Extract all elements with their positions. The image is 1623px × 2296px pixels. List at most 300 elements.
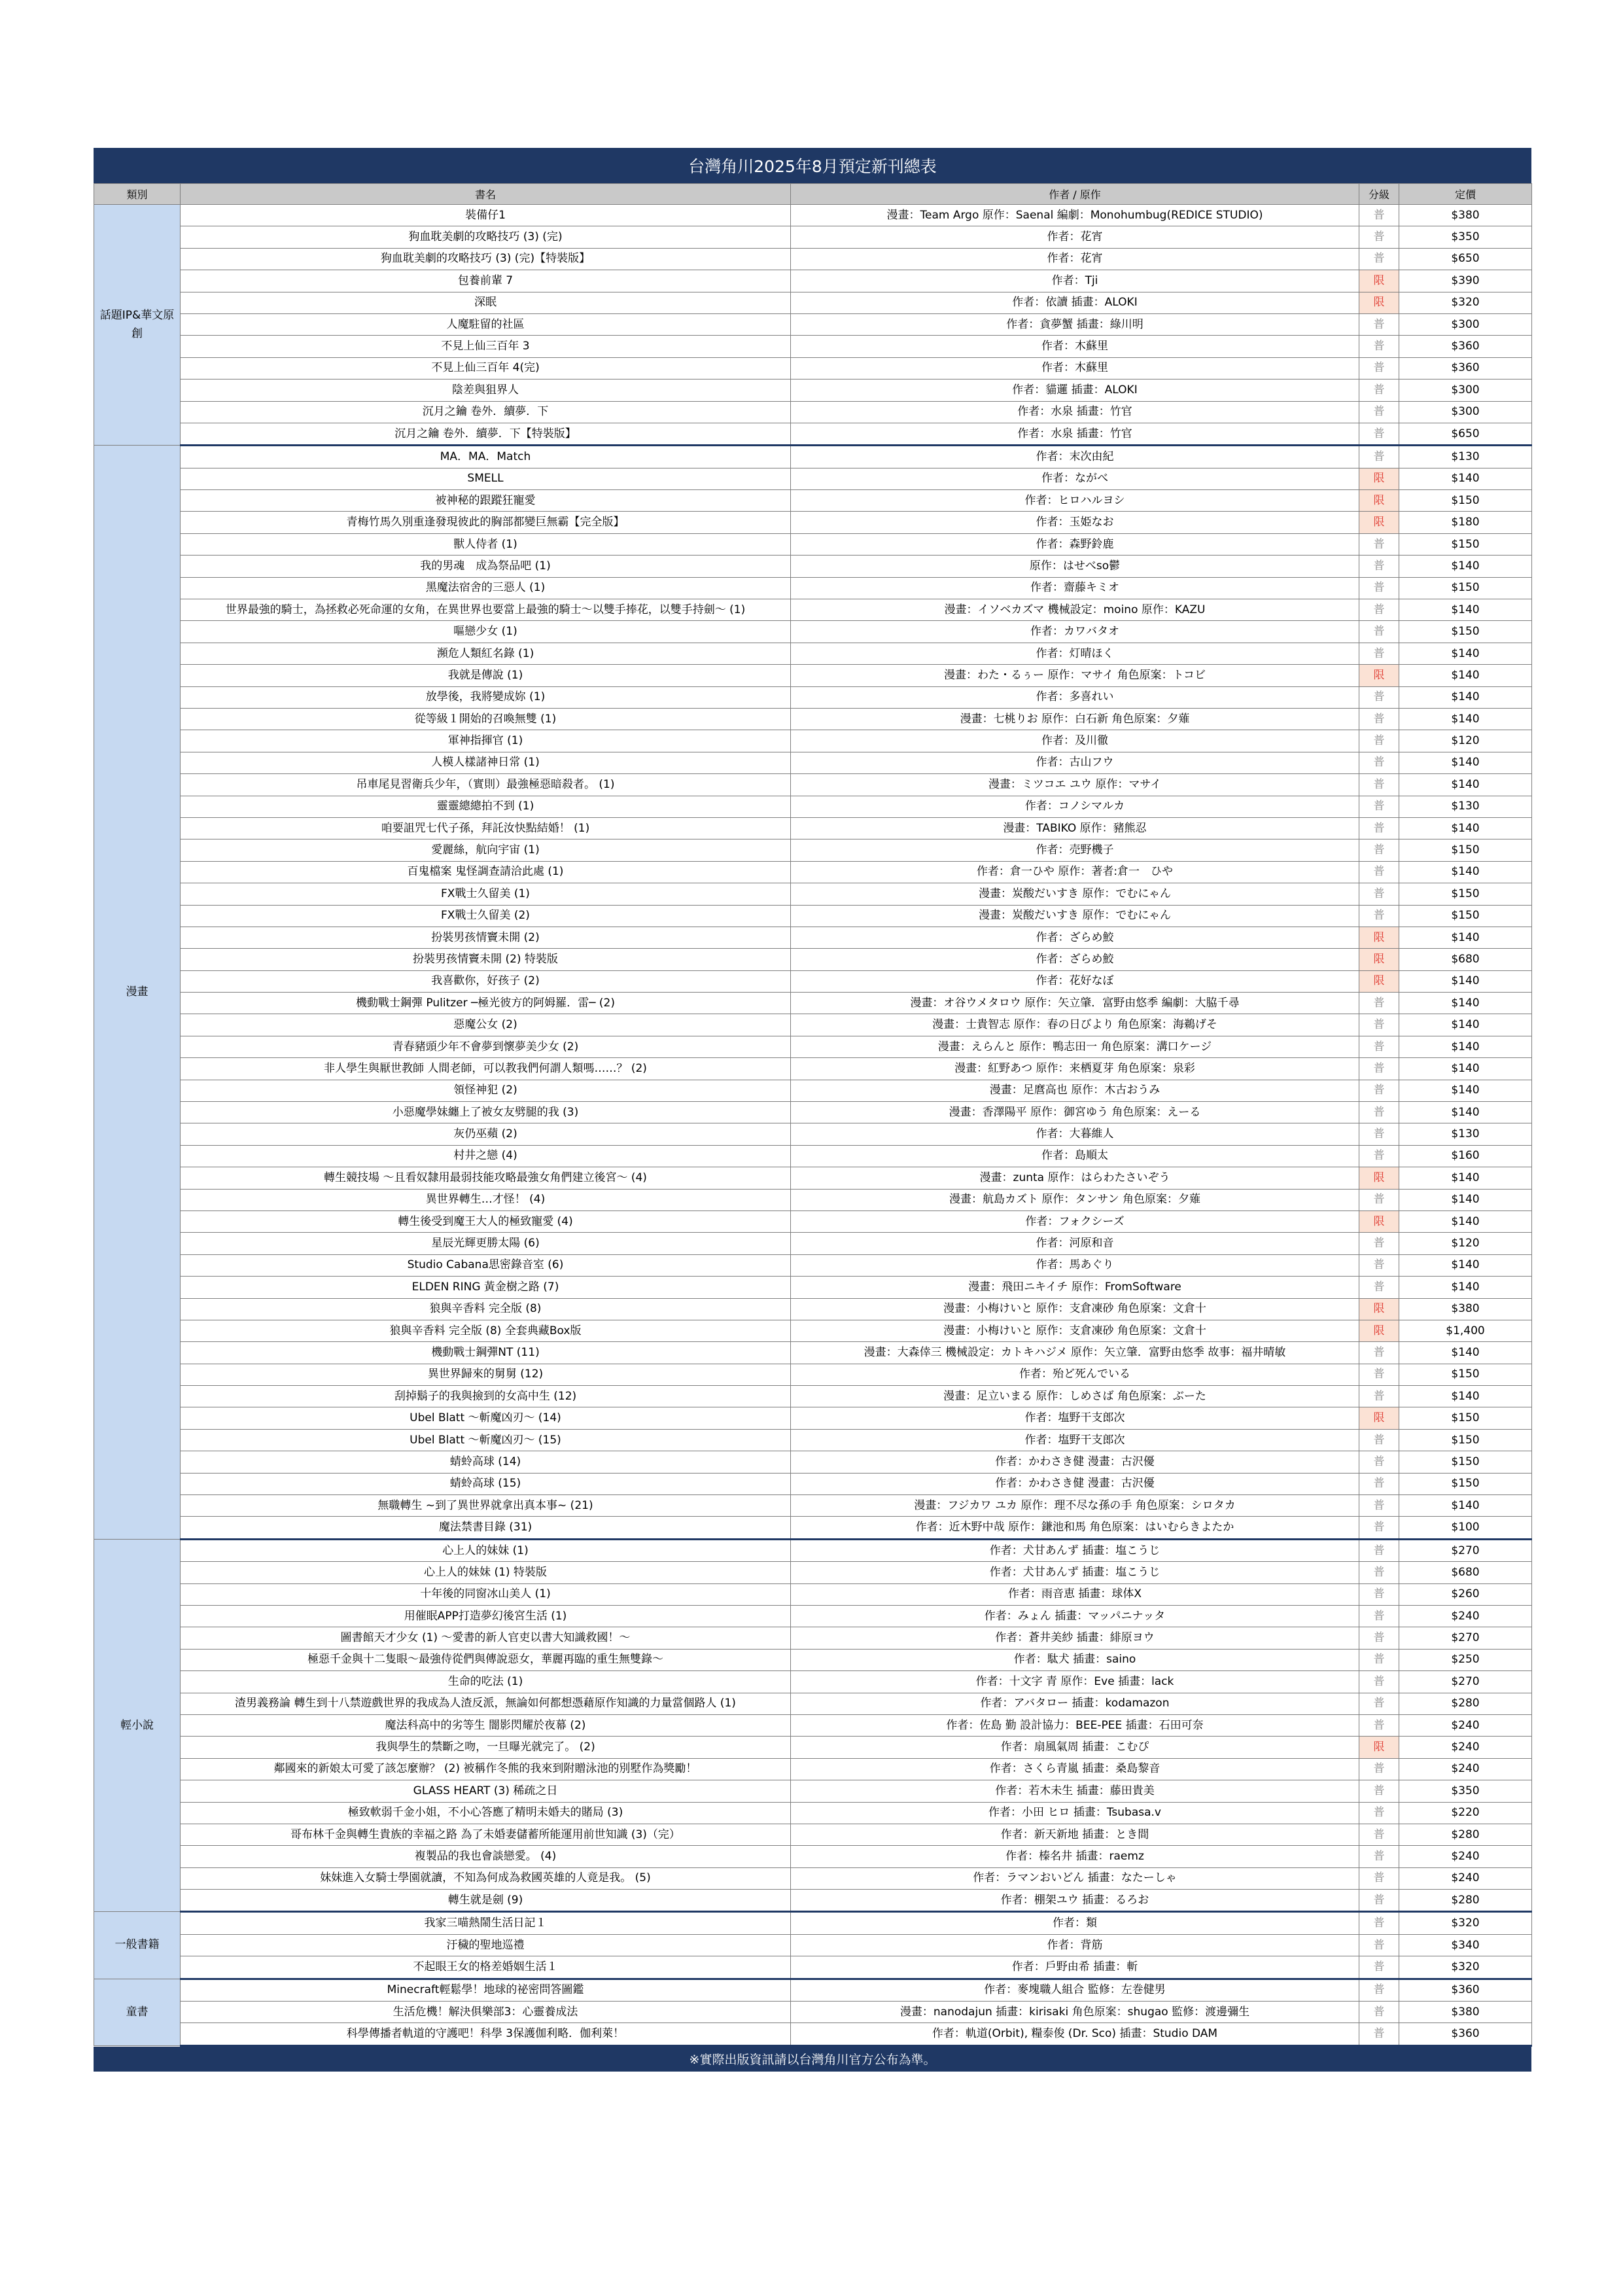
title-cell: 狗血耽美劇的攻略技巧 (3) (完) <box>181 226 791 248</box>
table-row <box>94 817 1532 839</box>
rating-cell: 限 <box>1359 270 1399 292</box>
title-cell: 生命的吃法 (1) <box>181 1671 791 1693</box>
author-cell: 作者：フォクシーズ <box>791 1210 1359 1232</box>
table-row <box>94 1912 1532 1934</box>
price-cell: $360 <box>1399 357 1532 379</box>
table-row <box>94 205 1532 226</box>
title-cell: 裝備仔1 <box>181 205 791 226</box>
rating-cell: 普 <box>1359 839 1399 861</box>
author-cell: 作者：犬甘あんず 插畫：塩こうじ <box>791 1539 1359 1561</box>
table-row <box>94 774 1532 796</box>
title-cell: Ubel Blatt ～斬魔凶刃～ (15) <box>181 1429 791 1451</box>
title-cell: 機動戰士鋼彈 Pulitzer ─極光彼方的阿姆羅．雷─ (2) <box>181 993 791 1014</box>
table-row <box>94 1562 1532 1583</box>
table-row <box>94 665 1532 686</box>
rating-cell: 普 <box>1359 1386 1399 1407</box>
title-cell: 沉月之鑰 卷外．續夢．下【特裝版】 <box>181 423 791 445</box>
author-cell: 作者：殆ど死んでいる <box>791 1364 1359 1385</box>
rating-cell: 普 <box>1359 1342 1399 1364</box>
title-cell: 科學傳播者軌道的守護吧！科學 3保護伽利略．伽利萊！ <box>181 2023 791 2045</box>
rating-cell: 限 <box>1359 490 1399 512</box>
rating-cell: 普 <box>1359 905 1399 927</box>
author-cell: 作者：齋藤キミオ <box>791 577 1359 599</box>
title-cell: 黑魔法宿舍的三惡人 (1) <box>181 577 791 599</box>
price-cell: $150 <box>1399 839 1532 861</box>
title-cell: 靈靈總總拍不到 (1) <box>181 796 791 817</box>
table-row <box>94 1824 1532 1845</box>
author-cell: 漫畫：足麿高也 原作：木古おうみ <box>791 1080 1359 1101</box>
price-cell: $150 <box>1399 533 1532 555</box>
header-row <box>94 184 1532 205</box>
title-cell: Ubel Blatt ～斬魔凶刃～ (14) <box>181 1407 791 1429</box>
title-cell: 青梅竹馬久別重逢發現彼此的胸部都變巨無霸【完全版】 <box>181 512 791 533</box>
title-cell: 軍神指揮官 (1) <box>181 730 791 752</box>
price-cell: $140 <box>1399 686 1532 708</box>
category-cell: 童書 <box>94 1979 181 2045</box>
rating-cell: 普 <box>1359 446 1399 468</box>
rating-cell: 普 <box>1359 1189 1399 1210</box>
rating-cell: 普 <box>1359 599 1399 621</box>
title-cell: 扮裝男孩情竇未開 (2) <box>181 927 791 948</box>
author-cell: 作者：木蘇里 <box>791 336 1359 357</box>
table-row <box>94 1080 1532 1101</box>
table-row <box>94 1123 1532 1145</box>
author-cell: 作者：棚架ユウ 插畫：るろお <box>791 1890 1359 1912</box>
title-cell: FX戰士久留美 (1) <box>181 883 791 905</box>
rating-cell: 普 <box>1359 1058 1399 1080</box>
author-cell: 作者：コノシマルカ <box>791 796 1359 817</box>
table-row <box>94 686 1532 708</box>
title-cell: 惡魔公女 (2) <box>181 1014 791 1036</box>
title-cell: GLASS HEART (3) 稀疏之日 <box>181 1780 791 1802</box>
title-cell: 轉生後受到魔王大人的極致寵愛 (4) <box>181 1210 791 1232</box>
author-cell: 漫畫：炭酸だいすき 原作：でむにゃん <box>791 883 1359 905</box>
rating-cell: 普 <box>1359 1014 1399 1036</box>
price-cell: $140 <box>1399 665 1532 686</box>
price-cell: $150 <box>1399 1364 1532 1385</box>
title-cell: 魔法科高中的劣等生 闇影閃耀於夜幕 (2) <box>181 1714 791 1736</box>
table-row <box>94 993 1532 1014</box>
rating-cell: 普 <box>1359 1102 1399 1123</box>
title-cell: 妹妹進入女騎士學園就讀，不知為何成為救國英雄的人竟是我。 (5) <box>181 1867 791 1889</box>
author-cell: 作者：みょん 插畫：マッパニナッタ <box>791 1606 1359 1627</box>
table-row <box>94 621 1532 643</box>
price-cell: $140 <box>1399 1167 1532 1189</box>
price-cell: $140 <box>1399 1102 1532 1123</box>
rating-cell: 普 <box>1359 380 1399 401</box>
price-cell: $140 <box>1399 1495 1532 1517</box>
price-cell: $140 <box>1399 1210 1532 1232</box>
author-cell: 漫畫：大森倖三 機械設定：カトキハジメ 原作：矢立肇．富野由悠季 故事：福井晴敏 <box>791 1342 1359 1364</box>
author-cell: 作者：大暮維人 <box>791 1123 1359 1145</box>
author-cell: 作者：水泉 插畫：竹官 <box>791 423 1359 445</box>
author-cell: 漫畫：フジカワ ユカ 原作：理不尽な孫の手 角色原案：シロタカ <box>791 1495 1359 1517</box>
table-row <box>94 1386 1532 1407</box>
price-cell: $320 <box>1399 292 1532 313</box>
price-cell: $360 <box>1399 2023 1532 2045</box>
title-cell: 不見上仙三百年 4(完) <box>181 357 791 379</box>
price-cell: $140 <box>1399 643 1532 664</box>
author-cell: 作者：ながべ <box>791 468 1359 489</box>
author-cell: 作者：ラマンおいどん 插畫：なたーしゃ <box>791 1867 1359 1889</box>
price-cell: $680 <box>1399 949 1532 970</box>
category-cell: 話題IP&華文原創 <box>94 205 181 446</box>
rating-cell: 普 <box>1359 205 1399 226</box>
rating-cell: 普 <box>1359 1451 1399 1473</box>
price-cell: $130 <box>1399 796 1532 817</box>
table-row <box>94 380 1532 401</box>
author-cell: 作者：ヒロハルヨシ <box>791 490 1359 512</box>
author-cell: 作者：近木野中哉 原作：鎌池和馬 角色原案：はいむらきよたか <box>791 1517 1359 1539</box>
price-cell: $240 <box>1399 1758 1532 1780</box>
author-cell: 作者：雨音恵 插畫：球体X <box>791 1583 1359 1605</box>
price-cell: $280 <box>1399 1693 1532 1714</box>
price-cell: $350 <box>1399 226 1532 248</box>
table-row <box>94 599 1532 621</box>
title-cell: 我就是傳說 (1) <box>181 665 791 686</box>
rating-cell: 普 <box>1359 1934 1399 1956</box>
price-cell: $140 <box>1399 861 1532 883</box>
table-row <box>94 577 1532 599</box>
title-cell: 被神秘的跟蹤狂寵愛 <box>181 490 791 512</box>
table-row <box>94 1342 1532 1364</box>
rating-cell: 限 <box>1359 927 1399 948</box>
rating-cell: 普 <box>1359 1846 1399 1867</box>
release-table <box>94 183 1532 2047</box>
price-cell: $240 <box>1399 1846 1532 1867</box>
rating-cell: 普 <box>1359 1473 1399 1494</box>
price-cell: $150 <box>1399 905 1532 927</box>
author-cell: 漫畫：炭酸だいすき 原作：でむにゃん <box>791 905 1359 927</box>
table-row <box>94 643 1532 664</box>
price-cell: $140 <box>1399 1254 1532 1276</box>
price-cell: $270 <box>1399 1671 1532 1693</box>
author-cell: 作者：かわさき健 漫畫：古沢優 <box>791 1451 1359 1473</box>
title-cell: 心上人的妹妹 (1) 特裝版 <box>181 1562 791 1583</box>
author-cell: 作者：塩野干支郎次 <box>791 1429 1359 1451</box>
title-cell: ELDEN RING 黃金樹之路 (7) <box>181 1277 791 1298</box>
title-cell: Minecraft輕鬆學！地球的祕密問答圖鑑 <box>181 1979 791 2001</box>
price-cell: $150 <box>1399 621 1532 643</box>
table-row <box>94 1846 1532 1867</box>
price-cell: $220 <box>1399 1802 1532 1824</box>
author-cell: 作者：河原和音 <box>791 1233 1359 1254</box>
rating-cell: 普 <box>1359 1649 1399 1670</box>
price-cell: $100 <box>1399 1517 1532 1539</box>
price-cell: $360 <box>1399 336 1532 357</box>
author-cell: 作者：佐島 勤 設計協力：BEE-PEE 插畫：石田可奈 <box>791 1714 1359 1736</box>
price-cell: $300 <box>1399 401 1532 423</box>
table-row <box>94 446 1532 468</box>
author-cell: 漫畫：えらんと 原作：鴨志田一 角色原案：溝口ケージ <box>791 1036 1359 1057</box>
table-row <box>94 1714 1532 1736</box>
author-cell: 漫畫：zunta 原作：はらわたさいぞう <box>791 1167 1359 1189</box>
table-row <box>94 226 1532 248</box>
title-cell: 深眠 <box>181 292 791 313</box>
title-cell: 村井之戀 (4) <box>181 1145 791 1167</box>
price-cell: $380 <box>1399 1298 1532 1320</box>
rating-cell: 普 <box>1359 1627 1399 1649</box>
author-cell: 作者：灯晴ほく <box>791 643 1359 664</box>
table-row <box>94 730 1532 752</box>
author-cell: 作者：島順太 <box>791 1145 1359 1167</box>
table-row <box>94 1407 1532 1429</box>
author-cell: 作者：犬甘あんず 插畫：塩こうじ <box>791 1562 1359 1583</box>
rating-cell: 普 <box>1359 533 1399 555</box>
price-cell: $380 <box>1399 205 1532 226</box>
price-cell: $140 <box>1399 1342 1532 1364</box>
price-cell: $140 <box>1399 927 1532 948</box>
table-row <box>94 512 1532 533</box>
rating-cell: 普 <box>1359 1956 1399 1979</box>
rating-cell: 普 <box>1359 313 1399 335</box>
table-row <box>94 1364 1532 1385</box>
title-cell: 轉生競技場 ～且看奴隸用最弱技能攻略最強女角們建立後宮～ (4) <box>181 1167 791 1189</box>
author-cell: 作者：Tji <box>791 270 1359 292</box>
table-row <box>94 2023 1532 2045</box>
author-cell: 漫畫：オ谷ウメタロウ 原作：矢立肇．富野由悠季 編劇：大脇千尋 <box>791 993 1359 1014</box>
price-cell: $140 <box>1399 468 1532 489</box>
rating-cell: 限 <box>1359 1167 1399 1189</box>
rating-cell: 普 <box>1359 2002 1399 2023</box>
table-row <box>94 796 1532 817</box>
price-cell: $270 <box>1399 1539 1532 1561</box>
title-cell: 星辰光輝更勝太陽 (6) <box>181 1233 791 1254</box>
title-cell: 圖書館天才少女 (1) ～愛書的新人官吏以書大知識救國！～ <box>181 1627 791 1649</box>
price-cell: $150 <box>1399 1407 1532 1429</box>
rating-cell: 普 <box>1359 1539 1399 1561</box>
author-cell: 作者：さくら青嵐 插畫：桑島黎音 <box>791 1758 1359 1780</box>
rating-cell: 普 <box>1359 1233 1399 1254</box>
author-cell: 作者：水泉 插畫：竹官 <box>791 401 1359 423</box>
price-cell: $120 <box>1399 730 1532 752</box>
rating-cell: 普 <box>1359 817 1399 839</box>
table-row <box>94 423 1532 445</box>
author-cell: 作者：駄犬 插畫：saino <box>791 1649 1359 1670</box>
table-row <box>94 1649 1532 1670</box>
price-cell: $390 <box>1399 270 1532 292</box>
price-cell: $340 <box>1399 1934 1532 1956</box>
author-cell: 漫畫：士貴智志 原作：春の日びより 角色原案：海鵜げそ <box>791 1014 1359 1036</box>
author-cell: 作者：馬あぐり <box>791 1254 1359 1276</box>
table-row <box>94 949 1532 970</box>
table-row <box>94 1693 1532 1714</box>
author-cell: 作者：十文字 青 原作：Eve 插畫：lack <box>791 1671 1359 1693</box>
rating-cell: 普 <box>1359 643 1399 664</box>
footer-note: ※實際出版資訊請以台灣角川官方公布為準。 <box>94 2047 1531 2072</box>
title-cell: 我的男魂 成為祭品吧 (1) <box>181 556 791 577</box>
rating-cell: 普 <box>1359 577 1399 599</box>
table-row <box>94 1956 1532 1979</box>
author-cell: 作者：花宵 <box>791 248 1359 270</box>
title-cell: 咱要詛咒七代子孫，拜託汝快點結婚！ (1) <box>181 817 791 839</box>
price-cell: $300 <box>1399 313 1532 335</box>
price-cell: $140 <box>1399 752 1532 773</box>
table-row <box>94 905 1532 927</box>
rating-cell: 普 <box>1359 752 1399 773</box>
rating-cell: 普 <box>1359 556 1399 577</box>
rating-cell: 普 <box>1359 861 1399 883</box>
rating-cell: 普 <box>1359 226 1399 248</box>
rating-cell: 普 <box>1359 248 1399 270</box>
author-cell: 漫畫：ミツコエ ユウ 原作：マサイ <box>791 774 1359 796</box>
title-cell: 汙穢的聖地巡禮 <box>181 1934 791 1956</box>
table-row <box>94 1189 1532 1210</box>
table-row <box>94 1102 1532 1123</box>
table-row <box>94 336 1532 357</box>
title-cell: 小惡魔學妹纏上了被女友劈腿的我 (3) <box>181 1102 791 1123</box>
table-row <box>94 401 1532 423</box>
price-cell: $350 <box>1399 1780 1532 1802</box>
price-cell: $180 <box>1399 512 1532 533</box>
author-cell: 作者：塩野干支郎次 <box>791 1407 1359 1429</box>
title-cell: 極惡千金與十二隻眼～最強侍從們與傳說惡女，華麗再臨的重生無雙錄～ <box>181 1649 791 1670</box>
title-cell: 人魔駐留的社區 <box>181 313 791 335</box>
title-cell: 沉月之鑰 卷外．續夢．下 <box>181 401 791 423</box>
table-row <box>94 1780 1532 1802</box>
price-cell: $150 <box>1399 1451 1532 1473</box>
title-cell: 青春豬頭少年不會夢到懷夢美少女 (2) <box>181 1036 791 1057</box>
rating-cell: 普 <box>1359 1254 1399 1276</box>
title-cell: 渣男義務論 轉生到十八禁遊戲世界的我成為人渣反派，無論如何都想憑藉原作知識的力量當個路人 (1) <box>181 1693 791 1714</box>
title-cell: 世界最強的騎士，為拯救必死命運的女角，在異世界也要當上最強的騎士～以雙手捧花，以雙手持劍～ (1) <box>181 599 791 621</box>
rating-cell: 普 <box>1359 1364 1399 1385</box>
table-row <box>94 1320 1532 1341</box>
table-row <box>94 1298 1532 1320</box>
table-header <box>94 184 1532 205</box>
price-cell: $140 <box>1399 993 1532 1014</box>
author-cell: 作者：貓邏 插畫：ALOKI <box>791 380 1359 401</box>
price-cell: $140 <box>1399 556 1532 577</box>
price-cell: $150 <box>1399 883 1532 905</box>
title-cell: 放學後，我將變成妳 (1) <box>181 686 791 708</box>
table-row <box>94 752 1532 773</box>
price-cell: $140 <box>1399 708 1532 730</box>
title-cell: 用催眠APP打造夢幻後宮生活 (1) <box>181 1606 791 1627</box>
price-cell: $140 <box>1399 599 1532 621</box>
rating-cell: 普 <box>1359 1693 1399 1714</box>
author-cell: 漫畫：足立いまる 原作：しめさば 角色原案：ぶーた <box>791 1386 1359 1407</box>
author-cell: 作者：倉一ひや 原作：著者:倉一 ひや <box>791 861 1359 883</box>
title-cell: 陰差與狙界人 <box>181 380 791 401</box>
rating-cell: 普 <box>1359 774 1399 796</box>
rating-cell: 限 <box>1359 949 1399 970</box>
price-cell: $140 <box>1399 1014 1532 1036</box>
table-row <box>94 1979 1532 2001</box>
price-cell: $150 <box>1399 1429 1532 1451</box>
author-cell: 作者：小田 ヒロ 插畫：Tsubasa.v <box>791 1802 1359 1824</box>
rating-cell: 普 <box>1359 1714 1399 1736</box>
author-cell: 作者：軌道(Orbit), 糧泰俊 (Dr. Sco) 插畫：Studio DAM <box>791 2023 1359 2045</box>
author-cell: 作者：新天新地 插畫：とき間 <box>791 1824 1359 1845</box>
rating-cell: 普 <box>1359 423 1399 445</box>
table-row <box>94 1473 1532 1494</box>
table-row <box>94 1758 1532 1780</box>
title-cell: 心上人的妹妹 (1) <box>181 1539 791 1561</box>
table-row <box>94 313 1532 335</box>
title-cell: MA．MA．Match <box>181 446 791 468</box>
rating-cell: 普 <box>1359 1583 1399 1605</box>
table-row <box>94 970 1532 992</box>
title-cell: 蜻蛉高球 (15) <box>181 1473 791 1494</box>
price-cell: $680 <box>1399 1562 1532 1583</box>
rating-cell: 普 <box>1359 1429 1399 1451</box>
title-cell: 極致軟弱千金小姐，不小心答應了精明未婚夫的賭局 (3) <box>181 1802 791 1824</box>
table-row <box>94 927 1532 948</box>
price-cell: $260 <box>1399 1583 1532 1605</box>
author-cell: 作者：玉姫なお <box>791 512 1359 533</box>
table-row <box>94 883 1532 905</box>
table-row <box>94 1233 1532 1254</box>
table-row <box>94 1036 1532 1057</box>
price-cell: $250 <box>1399 1649 1532 1670</box>
rating-cell: 普 <box>1359 1671 1399 1693</box>
rating-cell: 普 <box>1359 401 1399 423</box>
rating-cell: 普 <box>1359 796 1399 817</box>
title-cell: 不見上仙三百年 3 <box>181 336 791 357</box>
table-row <box>94 468 1532 489</box>
title-cell: 生活危機！解決俱樂部3：心靈養成法 <box>181 2002 791 2023</box>
table-row <box>94 1934 1532 1956</box>
rating-cell: 普 <box>1359 1517 1399 1539</box>
author-cell: 作者：花宵 <box>791 226 1359 248</box>
author-cell: 漫畫：わた・るぅー 原作：マサイ 角色原案：トコビ <box>791 665 1359 686</box>
price-cell: $140 <box>1399 970 1532 992</box>
price-cell: $140 <box>1399 1386 1532 1407</box>
rating-cell: 普 <box>1359 883 1399 905</box>
author-cell: 漫畫：TABIKO 原作：豬熊忍 <box>791 817 1359 839</box>
price-cell: $120 <box>1399 1233 1532 1254</box>
rating-cell: 普 <box>1359 621 1399 643</box>
title-cell: 領怪神犯 (2) <box>181 1080 791 1101</box>
rating-cell: 普 <box>1359 1495 1399 1517</box>
table-body <box>94 205 1532 2046</box>
author-cell: 作者：カワバタオ <box>791 621 1359 643</box>
author-cell: 作者：かわさき健 漫畫：古沢優 <box>791 1473 1359 1494</box>
table-row <box>94 1451 1532 1473</box>
author-cell: 漫畫：紅野あつ 原作：来栖夏芽 角色原案：泉彩 <box>791 1058 1359 1080</box>
author-cell: 作者：売野機子 <box>791 839 1359 861</box>
author-cell: 作者：多喜れい <box>791 686 1359 708</box>
table-row <box>94 2002 1532 2023</box>
price-cell: $280 <box>1399 1890 1532 1912</box>
author-cell: 漫畫：小梅けいと 原作：支倉凍砂 角色原案：文倉十 <box>791 1298 1359 1320</box>
price-cell: $140 <box>1399 774 1532 796</box>
table-row <box>94 1539 1532 1561</box>
price-cell: $300 <box>1399 380 1532 401</box>
rating-cell: 普 <box>1359 708 1399 730</box>
rating-cell: 普 <box>1359 1912 1399 1934</box>
title-cell: 哥布林千金與轉生貴族的幸福之路 為了未婚妻儲蓄所能運用前世知識 (3)（完） <box>181 1824 791 1845</box>
rating-cell: 普 <box>1359 1562 1399 1583</box>
rating-cell: 限 <box>1359 665 1399 686</box>
author-cell: 作者：扇風氣周 插畫：こむぴ <box>791 1737 1359 1758</box>
table-row <box>94 1517 1532 1539</box>
title-cell: 魔法禁書目錄 (31) <box>181 1517 791 1539</box>
price-cell: $240 <box>1399 1606 1532 1627</box>
rating-cell: 普 <box>1359 1277 1399 1298</box>
title-cell: 瀕危人類紅名錄 (1) <box>181 643 791 664</box>
title-cell: 狼與辛香料 完全版 (8) 全套典藏Box版 <box>181 1320 791 1341</box>
title-cell: 包養前輩 7 <box>181 270 791 292</box>
rating-cell: 普 <box>1359 686 1399 708</box>
price-cell: $140 <box>1399 1189 1532 1210</box>
author-cell: 漫畫：nanodajun 插畫：kirisaki 角色原案：shugao 監修：渡邊彌生 <box>791 2002 1359 2023</box>
author-cell: 作者：末次由紀 <box>791 446 1359 468</box>
sheet-title: 台灣角川2025年8月預定新刊總表 <box>94 148 1531 183</box>
price-cell: $140 <box>1399 817 1532 839</box>
author-cell: 漫畫：七桃りお 原作：白石新 角色原案：夕薙 <box>791 708 1359 730</box>
